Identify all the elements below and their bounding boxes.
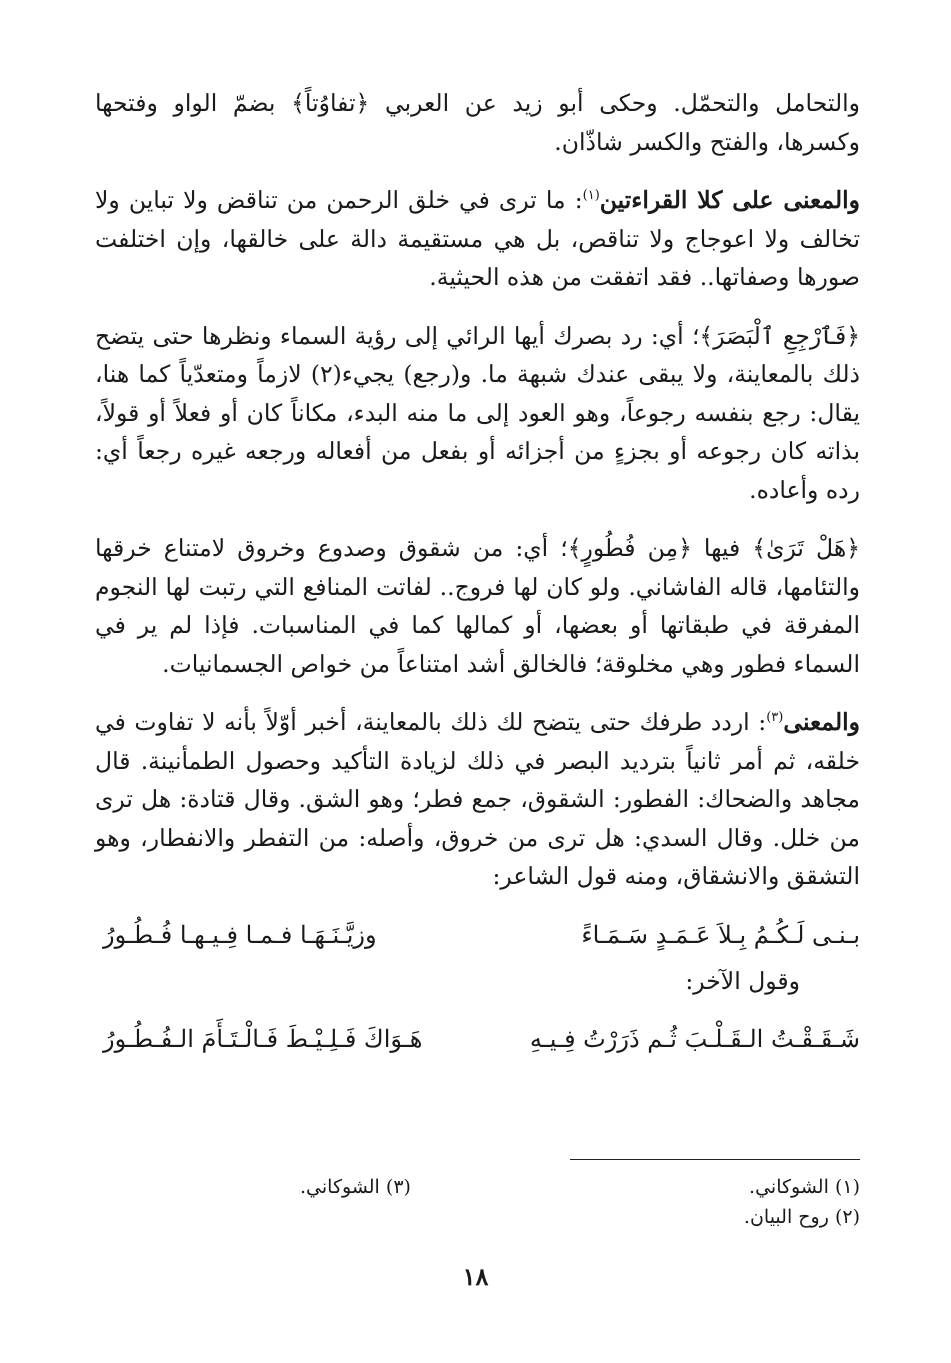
footnote-divider xyxy=(570,1159,860,1160)
verse-second-hemistich: هَـوَاكَ فَـلِـيْـطَ فَـالْـتَـأَمَ الـفُـطُـورُ xyxy=(103,1025,423,1053)
verse-1 xyxy=(95,916,860,962)
footnote-item xyxy=(744,1202,860,1232)
footnote-ref: (١) xyxy=(582,188,600,204)
footnote-number: (٢) xyxy=(834,1206,860,1228)
paragraph-5 xyxy=(95,703,860,896)
footnote-number: (١) xyxy=(834,1176,860,1198)
verse-second-hemistich: وزيَّـنَـهَـا فـمـا فِـيـهـا فُـطُـورُ xyxy=(103,920,377,949)
page-body xyxy=(95,84,860,1066)
paragraph-1 xyxy=(95,84,860,161)
footnote-row xyxy=(300,1172,860,1202)
verse-2 xyxy=(95,1020,860,1066)
footnote-text: الشوكاني. xyxy=(749,1176,829,1198)
footnote-row xyxy=(300,1202,860,1232)
paragraph-3 xyxy=(95,317,860,510)
verse-first-hemistich: بـنـى لَـكُـمُ بِـلاَ عَـمَـدٍ سَـمَـاءً xyxy=(581,920,860,949)
footnote-item xyxy=(300,1172,411,1202)
footnote-text: روح البيان. xyxy=(743,1206,829,1228)
paragraph-lead: والمعنى على كلا القراءتين xyxy=(599,186,860,214)
paragraph-text: ﴿هَلْ تَرَىٰ﴾ فيها ﴿مِن فُطُورٍ﴾؛ أي: من شقوق وصدوع وخروق لامتناع خرقها والتئامها، قاله الفاشاني. ولو كان لها فروج.. لفاتت المنافع التي رتبت لها النجوم المفرقة في طبقاتها أو بعضها، أو كمالها كما في المناسبات. فإذا لم ير في السماء فطور وهي مخلوقة؛ فالخالق أشد امتناعاً من خواص الجسمانيات. xyxy=(95,534,860,678)
verse-first-hemistich: شَـقَـقْـتُ الـقَـلْـبَ ثُـم ذَرَرْتُ فِـيـهِ xyxy=(529,1025,860,1053)
paragraph-2 xyxy=(95,181,860,297)
footnote-number: (٣) xyxy=(385,1176,411,1198)
verse-intro: وقول الآخر: xyxy=(685,966,800,995)
footnotes xyxy=(300,1172,860,1232)
page-number: ١٨ xyxy=(462,1262,489,1291)
paragraph-text: ﴿فَٱرْجِعِ ٱلْبَصَرَ﴾؛ أي: رد بصرك أيها الرائي إلى رؤية السماء ونظرها حتى يتضح ذلك بالمعاينة، ولا يبقى عندك شبهة ما. و(رجع) يجيء(٢) لازماً ومتعدّياً كما هنا، يقال: رجع بنفسه رجوعاً، وهو العود إلى ما منه البدء، مكاناً كان أو فعلاً أو قولاً، بذاته كان رجوعه أو بجزءٍ من أجزائه أو بفعل من أفعاله ورجعه غيره رجعاً أي: رده وأعاده. xyxy=(95,321,860,504)
paragraph-text: : ما ترى في خلق الرحمن من تناقض ولا تباين ولا تخالف ولا اعوجاج ولا تناقص، بل هي مستقيمة دالة على خالقها، وإن اختلفت صورها وصفاتها.. فقد اتفقت من هذه الحيثية. xyxy=(95,186,860,291)
paragraph-text: : اردد طرفك حتى يتضح لك ذلك بالمعاينة، أخبر أوّلاً بأنه لا تفاوت في خلقه، ثم أمر ثانياً بترديد البصر في ذلك لزيادة التأكيد وحصول الطمأنينة. قال مجاهد والضحاك: الفطور: الشقوق، جمع فطر؛ وهو الشق. وقال قتادة: هل ترى من خلل. وقال السدي: هل ترى من خروق، وأصله: من التفطر والانفطار، وهو التشقق والانشقاق، ومنه قول الشاعر: xyxy=(95,708,860,890)
footnote-ref: (٣) xyxy=(766,710,784,726)
footnote-item xyxy=(749,1172,860,1202)
footnote-text: الشوكاني. xyxy=(300,1176,380,1198)
paragraph-lead: والمعنى xyxy=(783,708,860,736)
paragraph-text: والتحامل والتحمّل. وحكى أبو زيد عن العربي ﴿تفاوُتاً﴾ بضمّ الواو وفتحها وكسرها، والفتح والكسر شاذّان. xyxy=(95,89,860,156)
paragraph-4 xyxy=(95,529,860,683)
